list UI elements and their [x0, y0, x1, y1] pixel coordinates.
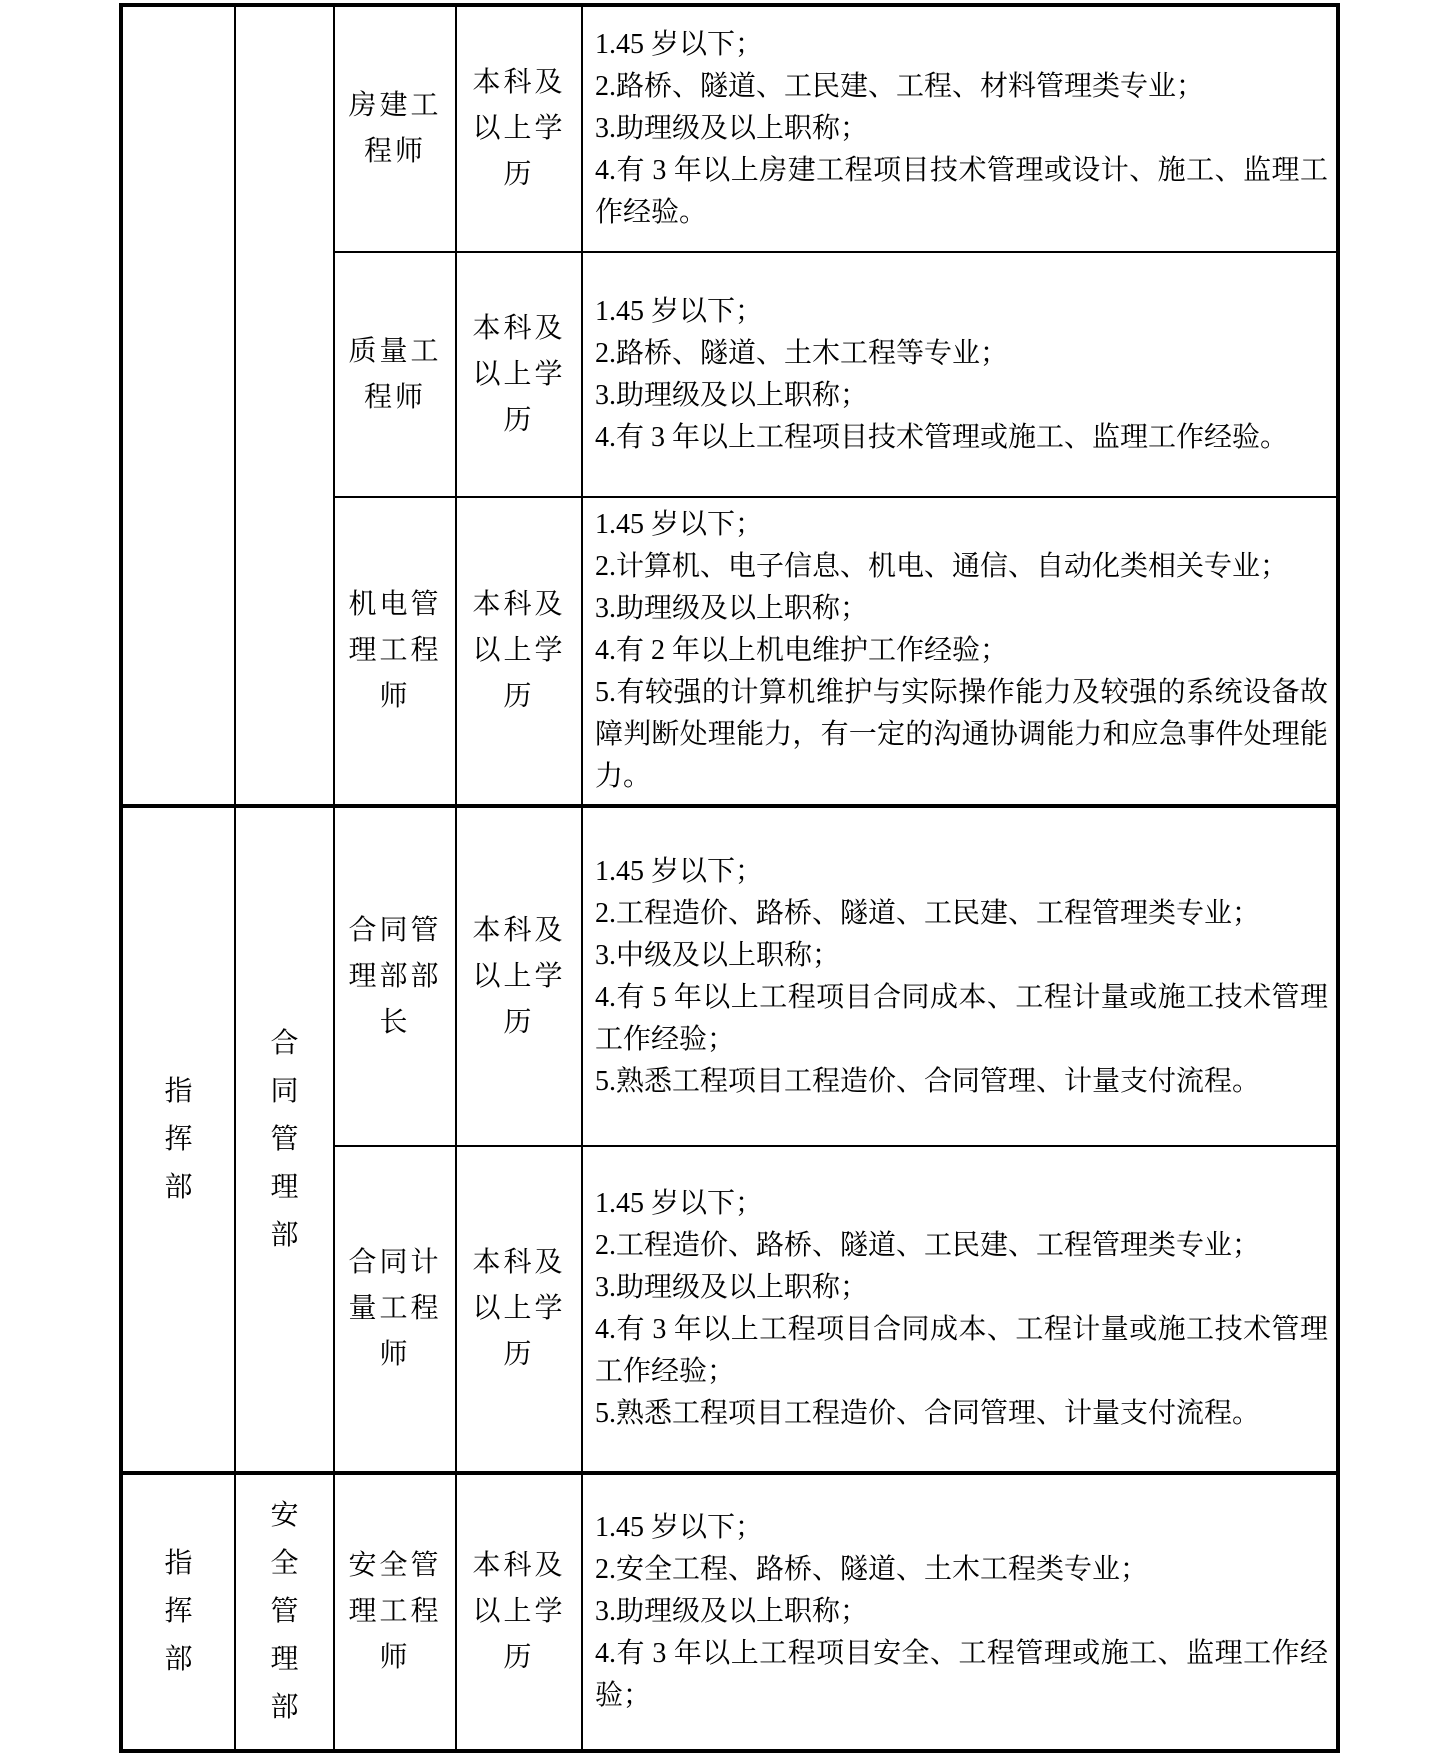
education-label: 本科及以上学历	[472, 312, 566, 436]
position-label: 房建工程师	[348, 90, 442, 167]
table-row	[121, 5, 1338, 252]
requirements-cell	[582, 497, 1338, 806]
sub-department-char: 同	[270, 1075, 299, 1107]
requirement-item: 4.有 3 年以上工程项目安全、工程管理或施工、监理工作经验；	[595, 1638, 1328, 1711]
education-cell	[456, 806, 582, 1146]
sub-department-cell	[235, 806, 334, 1473]
requirement-item: 3.助理级及以上职称；	[595, 593, 869, 624]
department-char: 指	[164, 1548, 193, 1579]
education-cell	[456, 252, 582, 497]
requirement-item: 4.有 3 年以上工程项目技术管理或施工、监理工作经验。	[595, 421, 1289, 453]
requirement-item: 3.助理级及以上职称；	[595, 1272, 869, 1303]
position-label: 合同计量工程师	[348, 1247, 442, 1370]
position-label: 机电管理工程师	[348, 589, 442, 712]
department-char: 指	[164, 1075, 193, 1107]
sub-department-char: 管	[270, 1596, 299, 1627]
department-cell-empty	[121, 5, 235, 806]
education-label: 本科及以上学历	[472, 1550, 566, 1673]
requirement-item: 2.计算机、电子信息、机电、通信、自动化类相关专业；	[595, 551, 1289, 582]
requirements-cell	[582, 1146, 1338, 1473]
requirement-item: 2.路桥、隧道、工民建、工程、材料管理类专业；	[595, 71, 1205, 102]
education-cell	[456, 1473, 582, 1751]
position-label: 质量工程师	[348, 335, 442, 413]
requirement-item: 4.有 5 年以上工程项目合同成本、工程计量或施工技术管理工作经验；	[595, 981, 1328, 1055]
requirement-item: 1.45 岁以下；	[595, 855, 764, 887]
requirements-cell	[582, 1473, 1338, 1751]
recruitment-positions-table	[119, 3, 1340, 1753]
position-label: 合同管理部部长	[348, 914, 442, 1038]
sub-department-cell-empty	[235, 5, 334, 806]
requirement-item: 1.45 岁以下；	[595, 295, 764, 327]
requirement-item: 1.45 岁以下；	[595, 509, 764, 540]
requirements-cell	[582, 252, 1338, 497]
requirement-item: 1.45 岁以下；	[595, 1512, 764, 1543]
position-cell	[334, 252, 456, 497]
requirement-item: 5.熟悉工程项目工程造价、合同管理、计量支付流程。	[595, 1065, 1261, 1097]
sub-department-char: 合	[270, 1027, 299, 1059]
requirements-cell	[582, 806, 1338, 1146]
table-row	[121, 806, 1338, 1146]
sub-department-char: 安	[270, 1500, 299, 1531]
requirement-item: 1.45 岁以下；	[595, 1188, 764, 1219]
position-cell	[334, 1473, 456, 1751]
requirement-item: 5.有较强的计算机维护与实际操作能力及较强的系统设备故障判断处理能力，有一定的沟通协调能力和应急事件处理能力。	[595, 677, 1328, 792]
position-label: 安全管理工程师	[348, 1550, 442, 1673]
sub-department-char: 理	[270, 1644, 299, 1675]
position-cell	[334, 497, 456, 806]
sub-department-char: 全	[270, 1548, 299, 1579]
education-label: 本科及以上学历	[472, 67, 566, 190]
requirement-item: 2.路桥、隧道、土木工程等专业；	[595, 337, 1009, 369]
requirement-item: 5.熟悉工程项目工程造价、合同管理、计量支付流程。	[595, 1398, 1261, 1429]
requirement-item: 3.助理级及以上职称；	[595, 113, 869, 144]
education-label: 本科及以上学历	[472, 914, 566, 1038]
requirement-item: 2.安全工程、路桥、隧道、土木工程类专业；	[595, 1554, 1149, 1585]
requirement-item: 1.45 岁以下；	[595, 29, 764, 60]
sub-department-char: 部	[270, 1219, 299, 1251]
position-cell	[334, 806, 456, 1146]
department-cell	[121, 806, 235, 1473]
requirement-item: 2.工程造价、路桥、隧道、工民建、工程管理类专业；	[595, 897, 1261, 929]
sub-department-char: 管	[270, 1123, 299, 1155]
department-char: 部	[164, 1171, 193, 1203]
department-cell	[121, 1473, 235, 1751]
requirement-item: 4.有 3 年以上房建工程项目技术管理或设计、施工、监理工作经验。	[595, 155, 1328, 228]
position-cell	[334, 1146, 456, 1473]
department-char: 挥	[164, 1123, 193, 1155]
requirement-item: 4.有 2 年以上机电维护工作经验；	[595, 635, 1009, 666]
table-row	[121, 1473, 1338, 1751]
position-cell	[334, 5, 456, 252]
education-label: 本科及以上学历	[472, 1247, 566, 1370]
requirement-item: 3.中级及以上职称；	[595, 939, 841, 971]
requirement-item: 3.助理级及以上职称；	[595, 379, 869, 411]
education-cell	[456, 5, 582, 252]
sub-department-cell	[235, 1473, 334, 1751]
department-char: 挥	[164, 1596, 193, 1627]
department-char: 部	[164, 1644, 193, 1675]
requirements-cell	[582, 5, 1338, 252]
sub-department-char: 理	[270, 1171, 299, 1203]
requirement-item: 3.助理级及以上职称；	[595, 1596, 869, 1627]
sub-department-char: 部	[270, 1692, 299, 1723]
requirement-item: 4.有 3 年以上工程项目合同成本、工程计量或施工技术管理工作经验；	[595, 1314, 1328, 1387]
education-cell	[456, 1146, 582, 1473]
education-cell	[456, 497, 582, 806]
requirement-item: 2.工程造价、路桥、隧道、工民建、工程管理类专业；	[595, 1230, 1261, 1261]
education-label: 本科及以上学历	[472, 589, 566, 712]
